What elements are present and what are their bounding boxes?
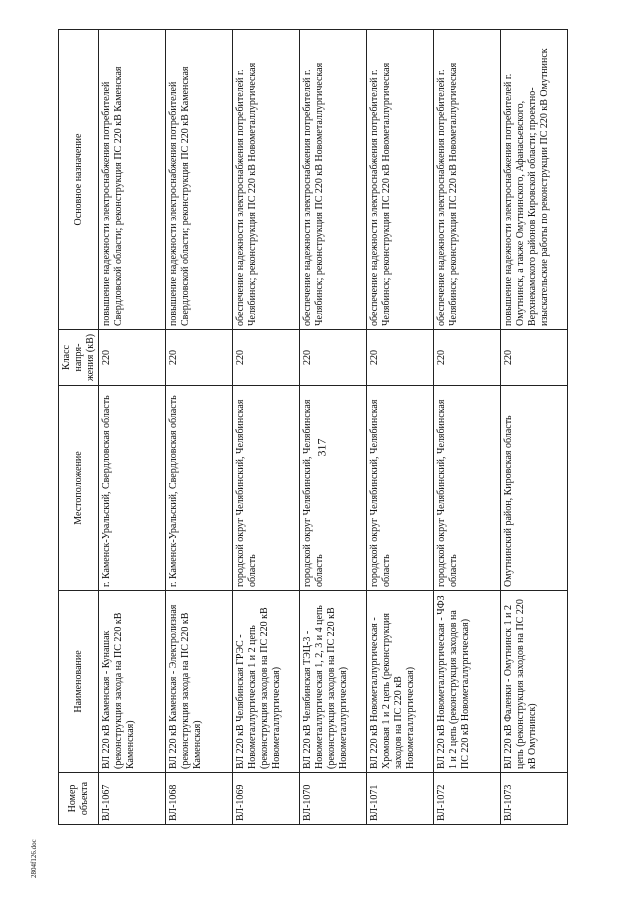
cell-voltage: 220 <box>166 330 233 386</box>
cell-number: ВЛ-1070 <box>300 773 367 825</box>
cell-number: ВЛ-1071 <box>367 773 434 825</box>
table-row <box>233 30 300 825</box>
table-container <box>58 30 626 825</box>
header-location: Местоположение <box>59 386 99 591</box>
table-row <box>434 30 501 825</box>
cell-location: городской округ Челябинский, Челябинская область <box>300 386 367 591</box>
cell-name: ВЛ 220 кВ Фаленки - Омутнинск 1 и 2 цепь (реконструкция заходов на ПС 220 кВ Омутнинск) <box>501 591 568 773</box>
cell-voltage: 220 <box>434 330 501 386</box>
cell-purpose: повышение надежности электроснабжения потребителей Свердловской области; реконструкция ПС 220 кВ Каменская <box>166 30 233 330</box>
table-row <box>501 30 568 825</box>
cell-number: ВЛ-1072 <box>434 773 501 825</box>
cell-location: городской округ Челябинский, Челябинская область <box>367 386 434 591</box>
cell-purpose: обеспечение надежности электроснабжения потребителей г. Челябинск; реконструкция ПС 220 кВ Новометаллургическая <box>233 30 300 330</box>
table-header-row <box>59 30 99 825</box>
cell-number: ВЛ-1068 <box>166 773 233 825</box>
cell-number: ВЛ-1069 <box>233 773 300 825</box>
table-row <box>300 30 367 825</box>
cell-name: ВЛ 220 кВ Каменская - Кунашак (реконструкция захода на ПС 220 кВ Каменская) <box>99 591 166 773</box>
header-number: Номер объекта <box>59 773 99 825</box>
cell-location: городской округ Челябинский, Челябинская область <box>434 386 501 591</box>
cell-voltage: 220 <box>233 330 300 386</box>
cell-location: Омутнинский район, Кировская область <box>501 386 568 591</box>
header-purpose: Основное назначение <box>59 30 99 330</box>
cell-number: ВЛ-1067 <box>99 773 166 825</box>
cell-name: ВЛ 220 кВ Новометаллургическая - Хромовая 1 и 2 цепь (реконструкция заходов на ПС 220 кВ Новометаллургическая) <box>367 591 434 773</box>
cell-number: ВЛ-1073 <box>501 773 568 825</box>
cell-purpose: повышение надежности электроснабжения потребителей Свердловской области; реконструкция ПС 220 кВ Каменская <box>99 30 166 330</box>
cell-voltage: 220 <box>99 330 166 386</box>
cell-purpose: повышение надежности электроснабжения потребителей г. Омутнинск, а также Омутнинского, Афанасьевского, Верхнекамского районов Кировской области; проектно-изыскательские работы по реконструкции ПС 220 кВ Омутнинск <box>501 30 568 330</box>
cell-location: городской округ Челябинский, Челябинская область <box>233 386 300 591</box>
page-number: 317 <box>314 438 329 457</box>
cell-location: г. Каменск-Уральский, Свердловская область <box>99 386 166 591</box>
cell-name: ВЛ 220 кВ Челябинская ГРЭС - Новометаллургическая 1 и 2 цепь (реконструкция заходов на ПС 220 кВ Новометаллургическая) <box>233 591 300 773</box>
cell-voltage: 220 <box>367 330 434 386</box>
cell-voltage: 220 <box>300 330 367 386</box>
objects-table <box>58 29 568 825</box>
header-voltage: Класс напря-жения (кВ) <box>59 330 99 386</box>
table-rotated-frame <box>58 30 626 825</box>
table-row <box>99 30 166 825</box>
table-row <box>367 30 434 825</box>
header-name: Наименование <box>59 591 99 773</box>
cell-name: ВЛ 220 кВ Челябинская ТЭЦ-3 - Новометаллургическая 1, 2, 3 и 4 цепь (реконструкция заходов на ПС 220 кВ Новометаллургическая) <box>300 591 367 773</box>
cell-location: г. Каменск-Уральский, Свердловская область <box>166 386 233 591</box>
table-row <box>166 30 233 825</box>
cell-purpose: обеспечение надежности электроснабжения потребителей г. Челябинск; реконструкция ПС 220 кВ Новометаллургическая <box>300 30 367 330</box>
cell-purpose: обеспечение надежности электроснабжения потребителей г. Челябинск; реконструкция ПС 220 кВ Новометаллургическая <box>434 30 501 330</box>
document-file-code: 2804f126.doc <box>30 839 38 878</box>
cell-voltage: 220 <box>501 330 568 386</box>
cell-name: ВЛ 220 кВ Каменская - Электролизная (реконструкция захода на ПС 220 кВ Каменская) <box>166 591 233 773</box>
cell-purpose: обеспечение надежности электроснабжения потребителей г. Челябинск; реконструкция ПС 220 кВ Новометаллургическая <box>367 30 434 330</box>
cell-name: ВЛ 220 кВ Новометаллургическая - ЧФЗ 1 и 2 цепь (реконструкция заходов на ПС 220 кВ Новометаллургическая) <box>434 591 501 773</box>
